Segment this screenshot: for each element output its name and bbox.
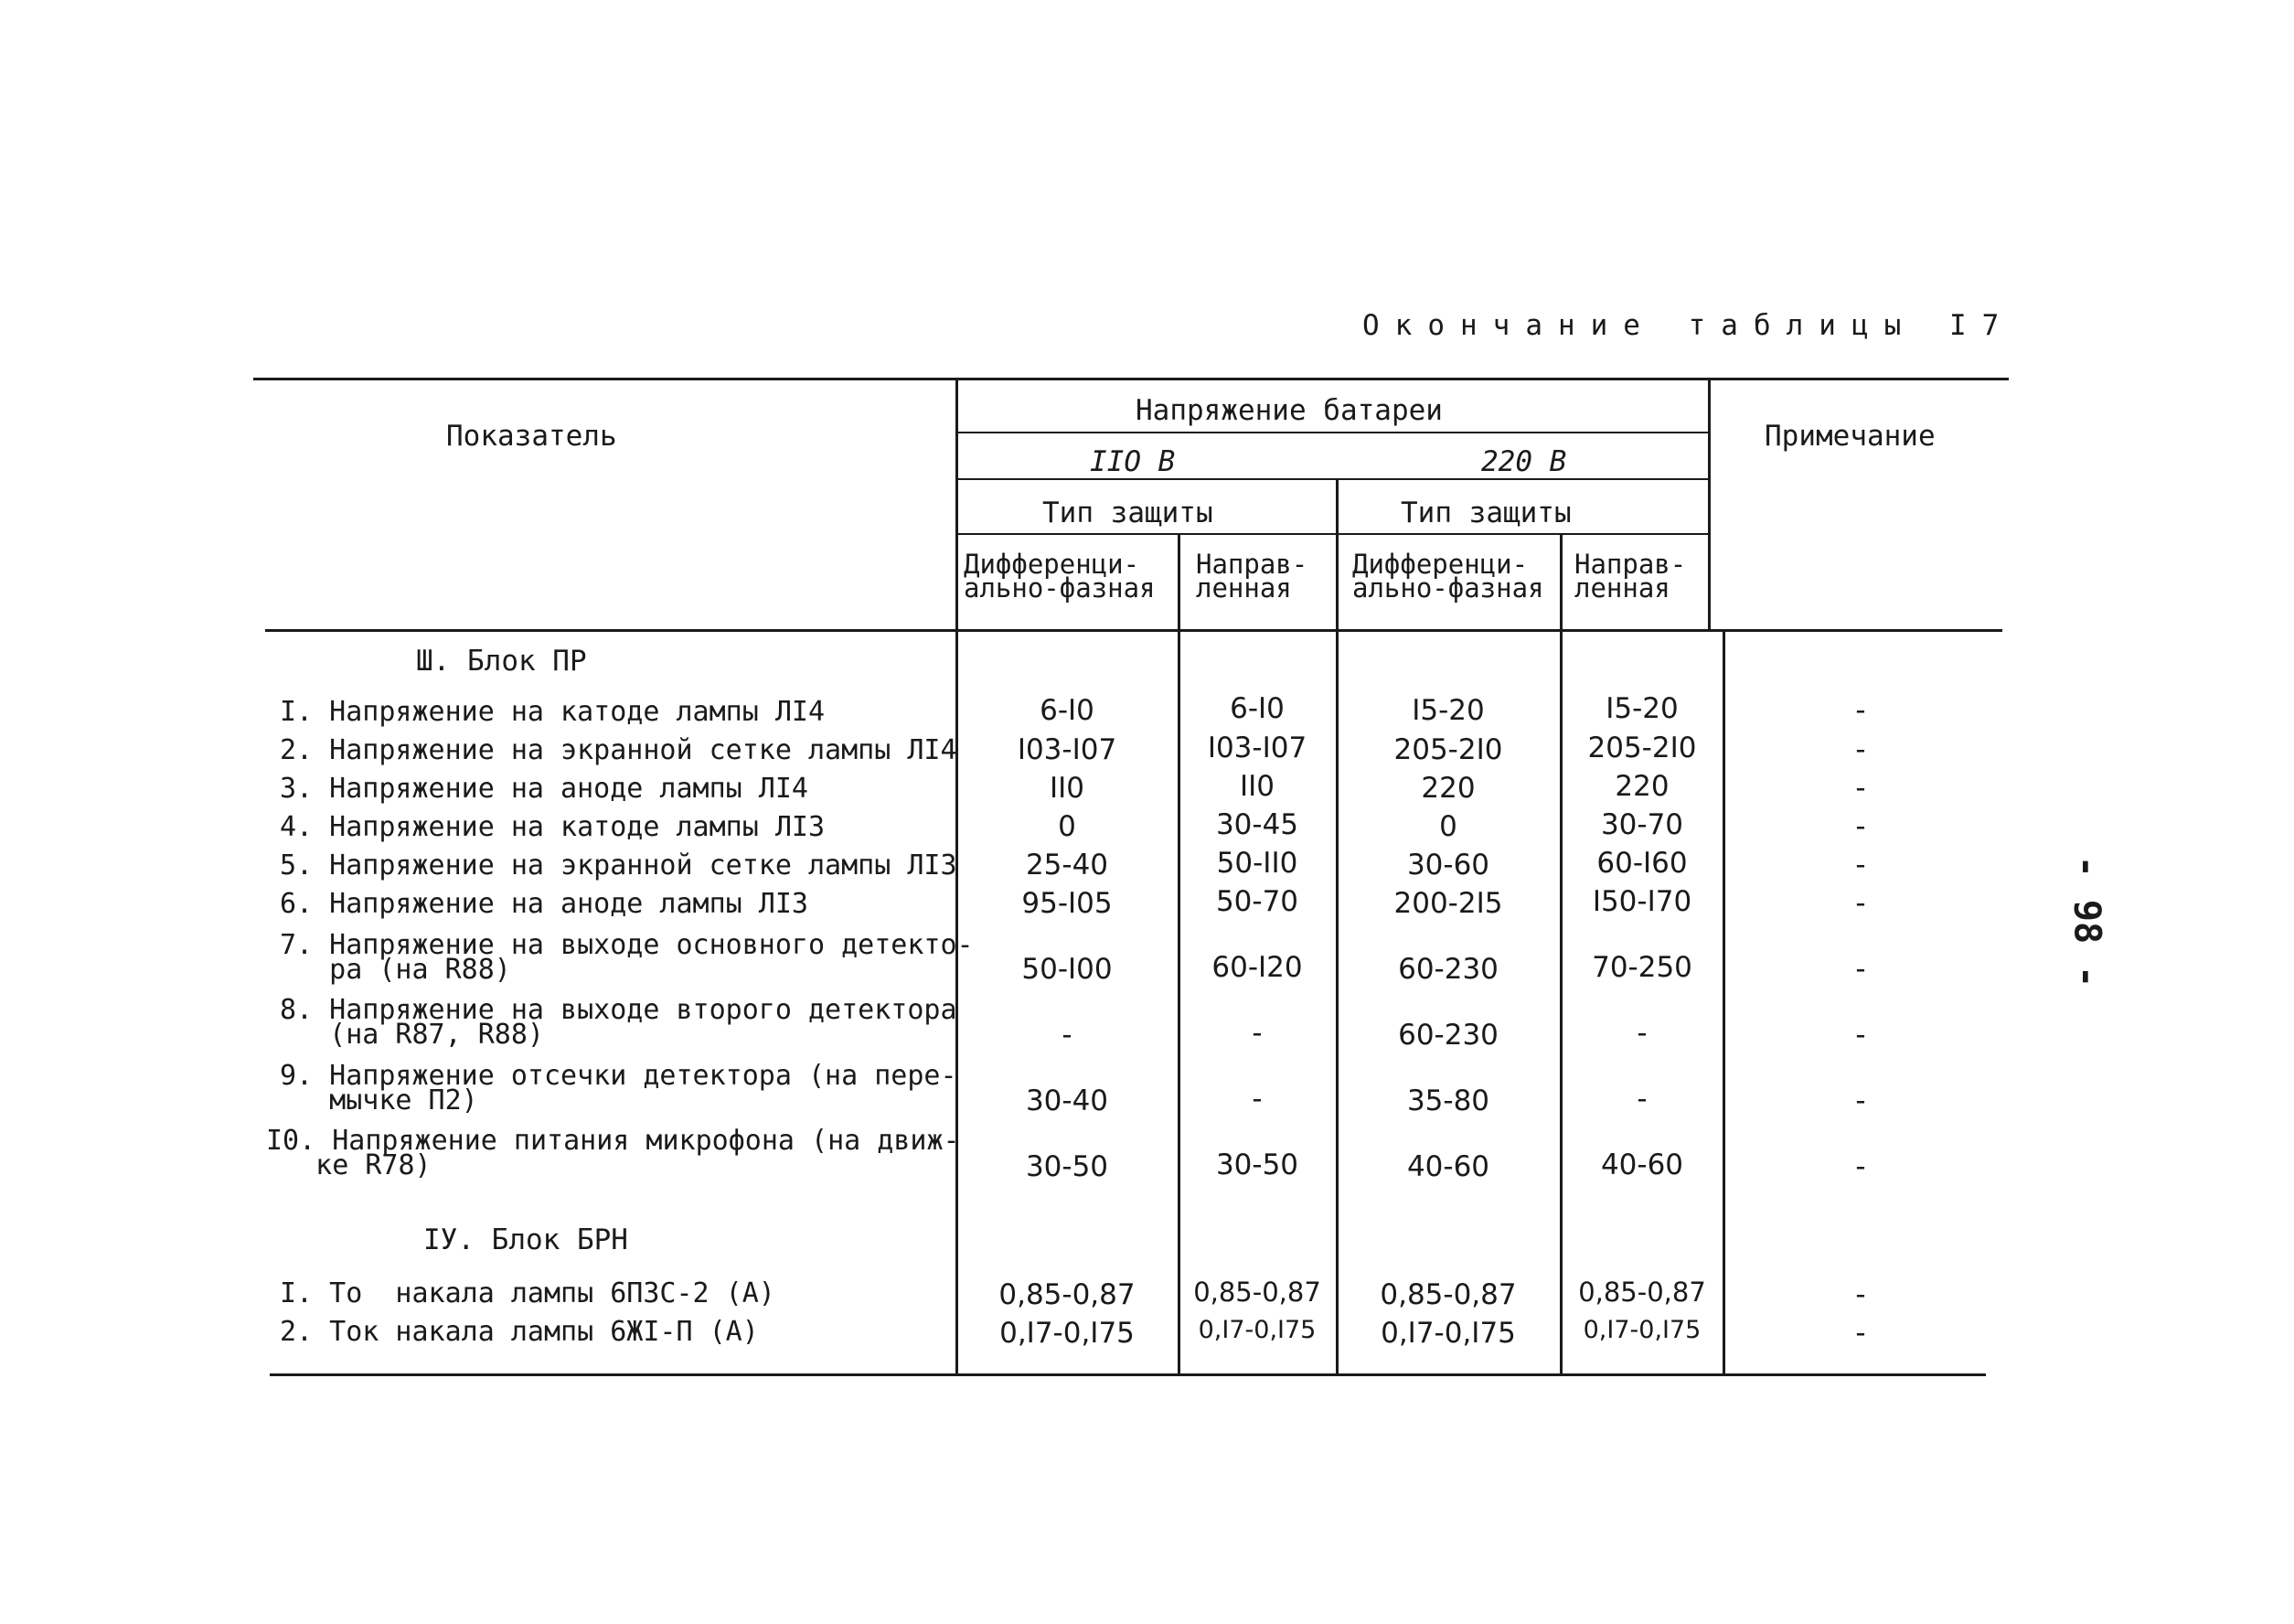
cell-note: - xyxy=(1855,1150,1866,1183)
cell-note: - xyxy=(1855,733,1866,766)
cell-note: - xyxy=(1855,887,1866,920)
cell-110-diff: I03-I07 xyxy=(1017,733,1117,766)
cell-220-diff: 30-60 xyxy=(1406,849,1490,881)
cell-220-diff: I5-20 xyxy=(1412,694,1485,727)
header-diff-phase-110: Дифференци- ально-фазная xyxy=(964,549,1156,604)
header-directional-110: Направ- ленная xyxy=(1196,549,1308,604)
row-label: 3. Напряжение на аноде лампы ЛI4 xyxy=(280,773,808,805)
cell-110-dir: - xyxy=(1252,1017,1263,1050)
cell-220-dir: 205-2I0 xyxy=(1587,732,1697,764)
cell-110-diff: 0,85-0,87 xyxy=(998,1278,1136,1311)
row-label: I. Напряжение на катоде лампы ЛI4 xyxy=(280,696,826,728)
cell-note: - xyxy=(1855,1084,1866,1117)
cell-220-dir: - xyxy=(1637,1083,1648,1116)
cell-220-diff: 0,I7-0,I75 xyxy=(1381,1317,1516,1350)
row-label: I. То накала лампы 6П3С-2 (А) xyxy=(280,1277,775,1309)
cell-110-diff: II0 xyxy=(1049,772,1084,805)
header-rule-3 xyxy=(956,533,1710,535)
header-diff-phase-220: Дифференци- ально-фазная xyxy=(1352,549,1544,604)
cell-220-dir: I5-20 xyxy=(1606,692,1679,725)
cell-220-dir: 40-60 xyxy=(1600,1149,1684,1181)
table-bottom-rule xyxy=(270,1373,1986,1376)
cell-110-dir: 50-II0 xyxy=(1216,847,1298,880)
section-title: IУ. Блок БРН xyxy=(423,1223,628,1256)
col-rule-4 xyxy=(1560,533,1563,1374)
cell-220-dir: 70-250 xyxy=(1592,951,1692,984)
page-number: - 98 - xyxy=(2065,855,2108,988)
cell-110-dir: 0,85-0,87 xyxy=(1193,1277,1321,1308)
cell-110-dir: 0,I7-0,I75 xyxy=(1198,1316,1317,1344)
cell-110-dir: 30-45 xyxy=(1215,808,1299,841)
cell-220-diff: 200-2I5 xyxy=(1393,887,1503,920)
row-label: 6. Напряжение на аноде лампы ЛI3 xyxy=(280,888,808,920)
cell-110-dir: II0 xyxy=(1239,770,1275,803)
row-label: 8. Напряжение на выходе второго детектора (на R87, R88) xyxy=(280,994,957,1051)
cell-220-dir: 30-70 xyxy=(1600,808,1684,841)
col-rule-5 xyxy=(1708,378,1711,629)
header-110v: IIO B xyxy=(1090,445,1176,478)
row-label: I0. Напряжение питания микрофона (на движ- ке R78) xyxy=(266,1125,960,1181)
cell-110-dir: - xyxy=(1252,1083,1263,1116)
cell-110-diff: 0 xyxy=(1058,810,1076,843)
cell-220-diff: 60-230 xyxy=(1398,953,1499,986)
cell-note: - xyxy=(1855,953,1866,986)
header-rule-2 xyxy=(956,478,1710,480)
col-rule-3 xyxy=(1336,478,1339,1374)
cell-110-diff: 95-I05 xyxy=(1021,887,1113,920)
cell-220-dir: I50-I70 xyxy=(1592,885,1692,918)
cell-220-dir: 60-I60 xyxy=(1596,847,1688,880)
table-top-rule xyxy=(253,378,2009,380)
header-protection-type-110: Тип защиты xyxy=(1042,497,1213,529)
header-directional-220: Направ- ленная xyxy=(1574,549,1687,604)
cell-note: - xyxy=(1855,772,1866,805)
cell-110-dir: I03-I07 xyxy=(1207,732,1307,764)
row-label: 2. Ток накала лампы 6ЖI-П (А) xyxy=(280,1316,759,1348)
cell-note: - xyxy=(1855,810,1866,843)
header-220v: 220 B xyxy=(1481,445,1567,478)
cell-220-diff: 60-230 xyxy=(1398,1019,1499,1052)
header-note: Примечание xyxy=(1765,420,1936,453)
cell-220-dir: 220 xyxy=(1615,770,1670,803)
cell-110-diff: 30-40 xyxy=(1025,1084,1109,1117)
header-indicator: Показатель xyxy=(446,420,617,453)
page-title: Окончание таблицы I7 xyxy=(1362,309,2015,342)
cell-110-diff: 50-I00 xyxy=(1021,953,1113,986)
cell-note: - xyxy=(1855,1019,1866,1052)
cell-220-diff: 40-60 xyxy=(1406,1150,1490,1183)
cell-220-dir: - xyxy=(1637,1017,1648,1050)
cell-220-diff: 35-80 xyxy=(1406,1084,1490,1117)
header-bottom-rule xyxy=(265,629,2002,632)
row-label: 2. Напряжение на экранной сетке лампы ЛI4 xyxy=(280,734,957,766)
cell-220-dir: 0,85-0,87 xyxy=(1578,1277,1706,1308)
row-label: 9. Напряжение отсечки детектора (на пере- мычке П2) xyxy=(280,1060,957,1116)
cell-110-dir: 6-I0 xyxy=(1230,692,1285,725)
cell-220-diff: 205-2I0 xyxy=(1393,733,1503,766)
cell-110-diff: 0,I7-0,I75 xyxy=(999,1317,1135,1350)
row-label: 5. Напряжение на экранной сетке лампы ЛI3 xyxy=(280,849,957,881)
cell-note: - xyxy=(1855,1278,1866,1311)
cell-220-dir: 0,I7-0,I75 xyxy=(1583,1316,1702,1344)
cell-220-diff: 0 xyxy=(1439,810,1457,843)
col-rule-6 xyxy=(1723,631,1725,1374)
cell-110-diff: 25-40 xyxy=(1025,849,1109,881)
cell-220-diff: 0,85-0,87 xyxy=(1380,1278,1517,1311)
cell-110-diff: - xyxy=(1062,1019,1072,1052)
header-protection-type-220: Тип защиты xyxy=(1401,497,1572,529)
row-label: 7. Напряжение на выходе основного детекто- ра (на R88) xyxy=(280,929,974,986)
header-rule-1 xyxy=(956,432,1710,433)
cell-110-diff: 30-50 xyxy=(1025,1150,1109,1183)
cell-220-diff: 220 xyxy=(1421,772,1476,805)
cell-note: - xyxy=(1855,694,1866,727)
header-battery-voltage: Напряжение батареи xyxy=(1136,394,1443,427)
col-rule-2 xyxy=(1178,533,1180,1374)
cell-110-dir: 60-I20 xyxy=(1211,951,1303,984)
cell-110-dir: 50-70 xyxy=(1215,885,1299,918)
cell-note: - xyxy=(1855,1317,1866,1350)
cell-note: - xyxy=(1855,849,1866,881)
cell-110-dir: 30-50 xyxy=(1215,1149,1299,1181)
cell-110-diff: 6-I0 xyxy=(1040,694,1094,727)
section-title: Ш. Блок ПР xyxy=(416,645,587,678)
row-label: 4. Напряжение на катоде лампы ЛI3 xyxy=(280,811,826,843)
